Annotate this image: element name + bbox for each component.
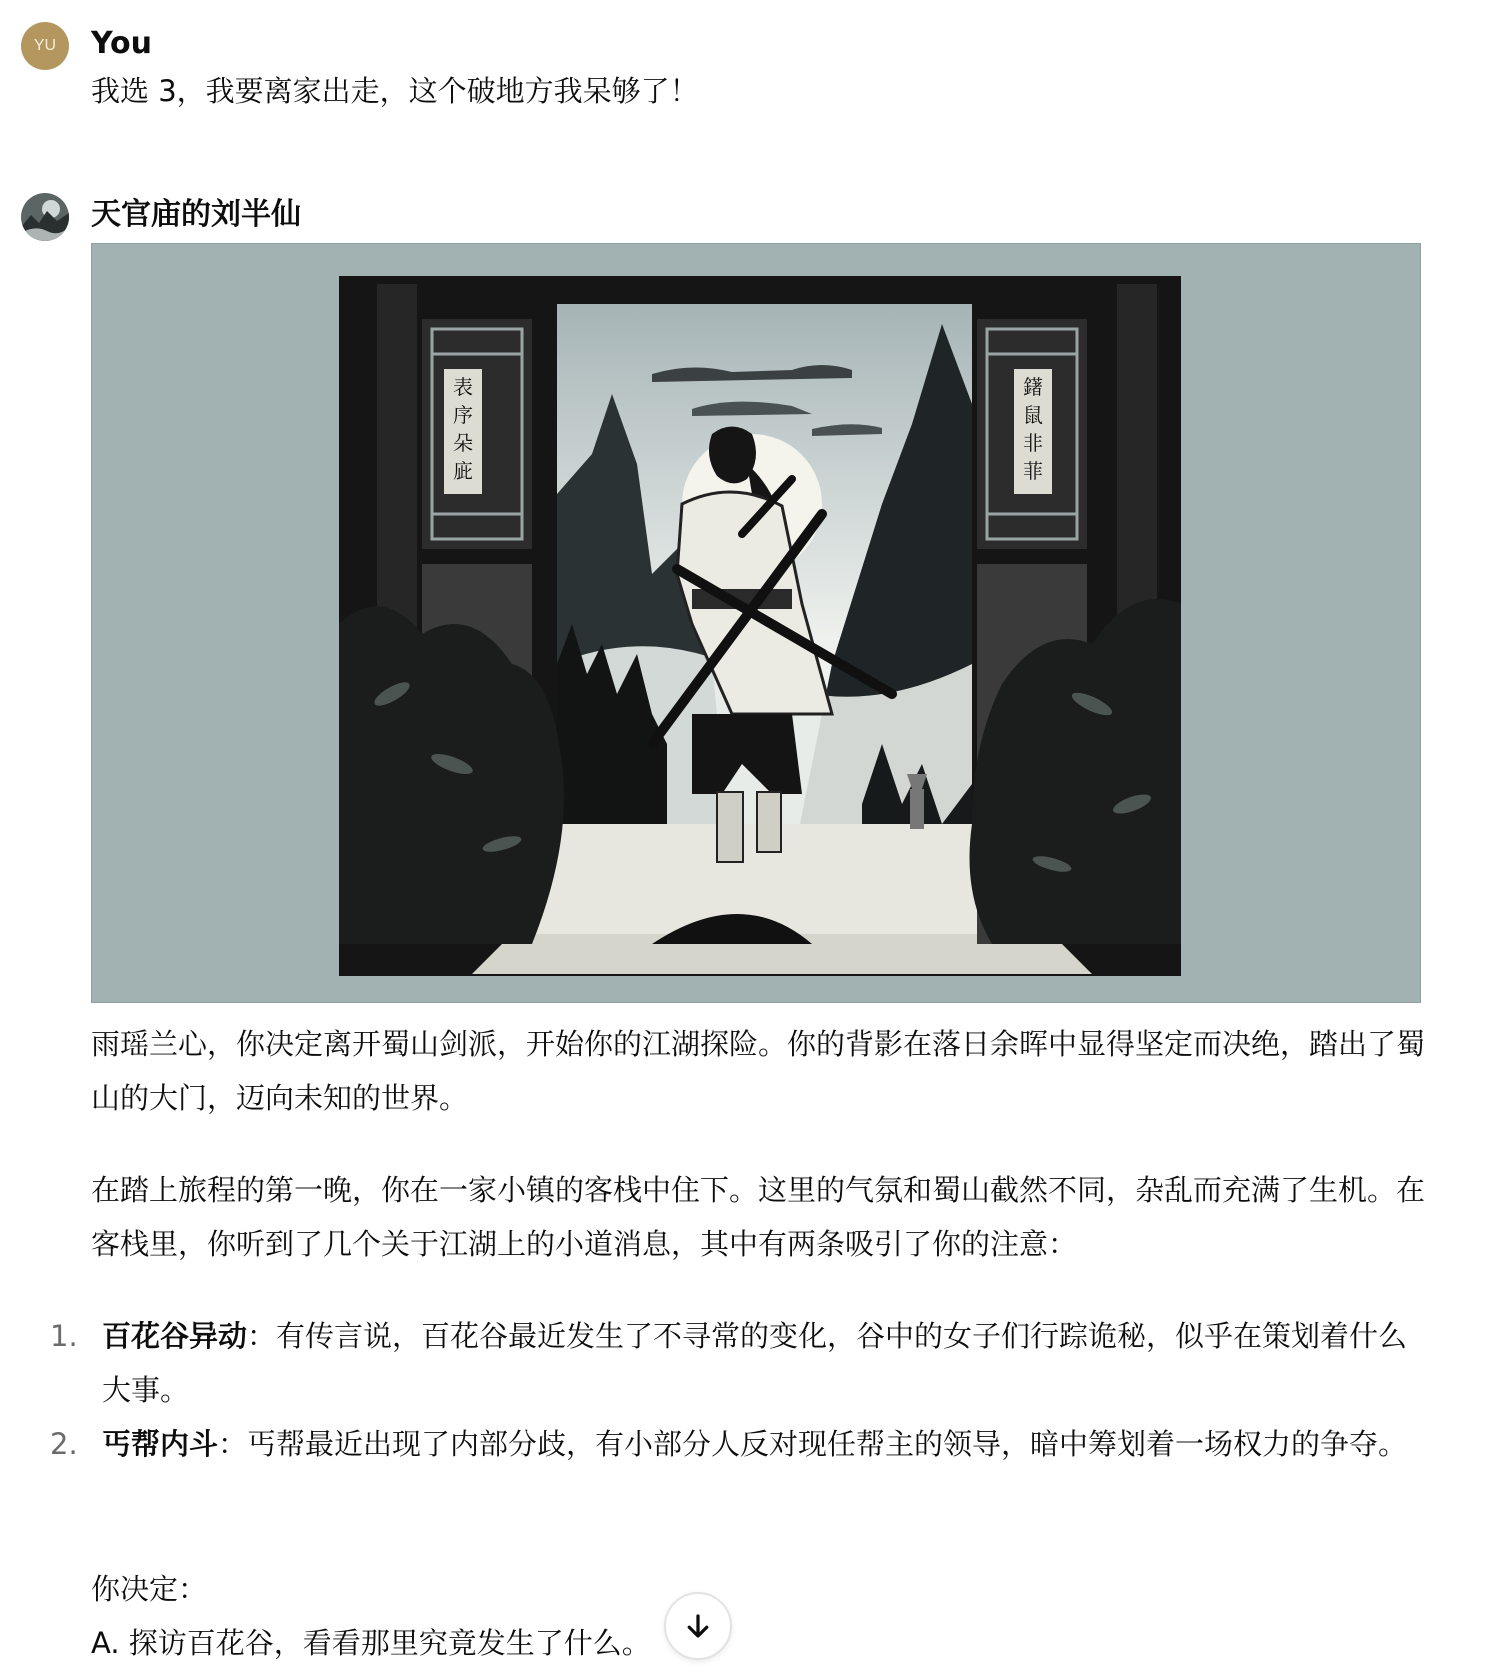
assistant-sender-name: 天官庙的刘半仙: [91, 197, 301, 232]
scroll-to-bottom-button[interactable]: [664, 1592, 732, 1660]
list-item-title: 百花谷异动: [102, 1319, 248, 1353]
list-item: [50, 1309, 1410, 1417]
ink-landscape-avatar-icon: [21, 193, 69, 241]
list-item: [50, 1417, 1410, 1471]
assistant-paragraph-2: [91, 1163, 1431, 1271]
right-scroll-char-4: 菲: [1023, 459, 1043, 483]
paragraph-2-text: 在踏上旅程的第一晚，你在一家小镇的客栈中住下。这里的气氛和蜀山截然不同，杂乱而充满了生机。在客栈里，你听到了几个关于江湖上的小道消息，其中有两条吸引了你的注意：: [91, 1173, 1426, 1261]
right-scroll-char-2: 鼠: [1023, 403, 1043, 427]
list-item-text: ：有传言说，百花谷最近发生了不寻常的变化，谷中的女子们行踪诡秘，似乎在策划着什么大事。: [102, 1319, 1408, 1407]
rumor-list: [50, 1309, 1410, 1471]
left-scroll-char-3: 朵: [453, 431, 473, 455]
right-scroll-char-3: 非: [1023, 431, 1043, 455]
arrow-down-icon: [683, 1611, 713, 1641]
assistant-paragraph-1: [91, 1017, 1431, 1125]
wuxia-gate-illustration: [92, 244, 1421, 1003]
user-avatar-initials: YU: [33, 37, 57, 54]
generated-image[interactable]: [91, 243, 1421, 1003]
assistant-avatar: [21, 193, 69, 241]
left-scroll-char-1: 表: [453, 375, 473, 399]
decision-label: 你决定：: [91, 1572, 208, 1606]
paragraph-1-text: 雨瑶兰心，你决定离开蜀山剑派，开始你的江湖探险。你的背影在落日余晖中显得坚定而决绝，踏出了蜀山的大门，迈向未知的世界。: [91, 1027, 1426, 1115]
user-avatar: [21, 22, 69, 70]
user-message-text: 我选 3，我要离家出走，这个破地方我呆够了！: [91, 74, 699, 108]
list-item-title: 丐帮内斗: [102, 1427, 219, 1461]
user-sender-name: You: [91, 26, 152, 61]
list-item-number: 2.: [50, 1427, 78, 1461]
left-scroll-char-4: 庛: [453, 459, 473, 483]
option-a-text: A. 探访百花谷，看看那里究竟发生了什么。: [91, 1626, 651, 1660]
list-item-text: ：丐帮最近出现了内部分歧，有小部分人反对现任帮主的领导，暗中筹划着一场权力的争夺。: [218, 1427, 1408, 1461]
left-scroll-char-2: 序: [453, 403, 473, 427]
list-item-number: 1.: [50, 1319, 78, 1353]
right-scroll-char-1: 鐯: [1023, 375, 1043, 399]
